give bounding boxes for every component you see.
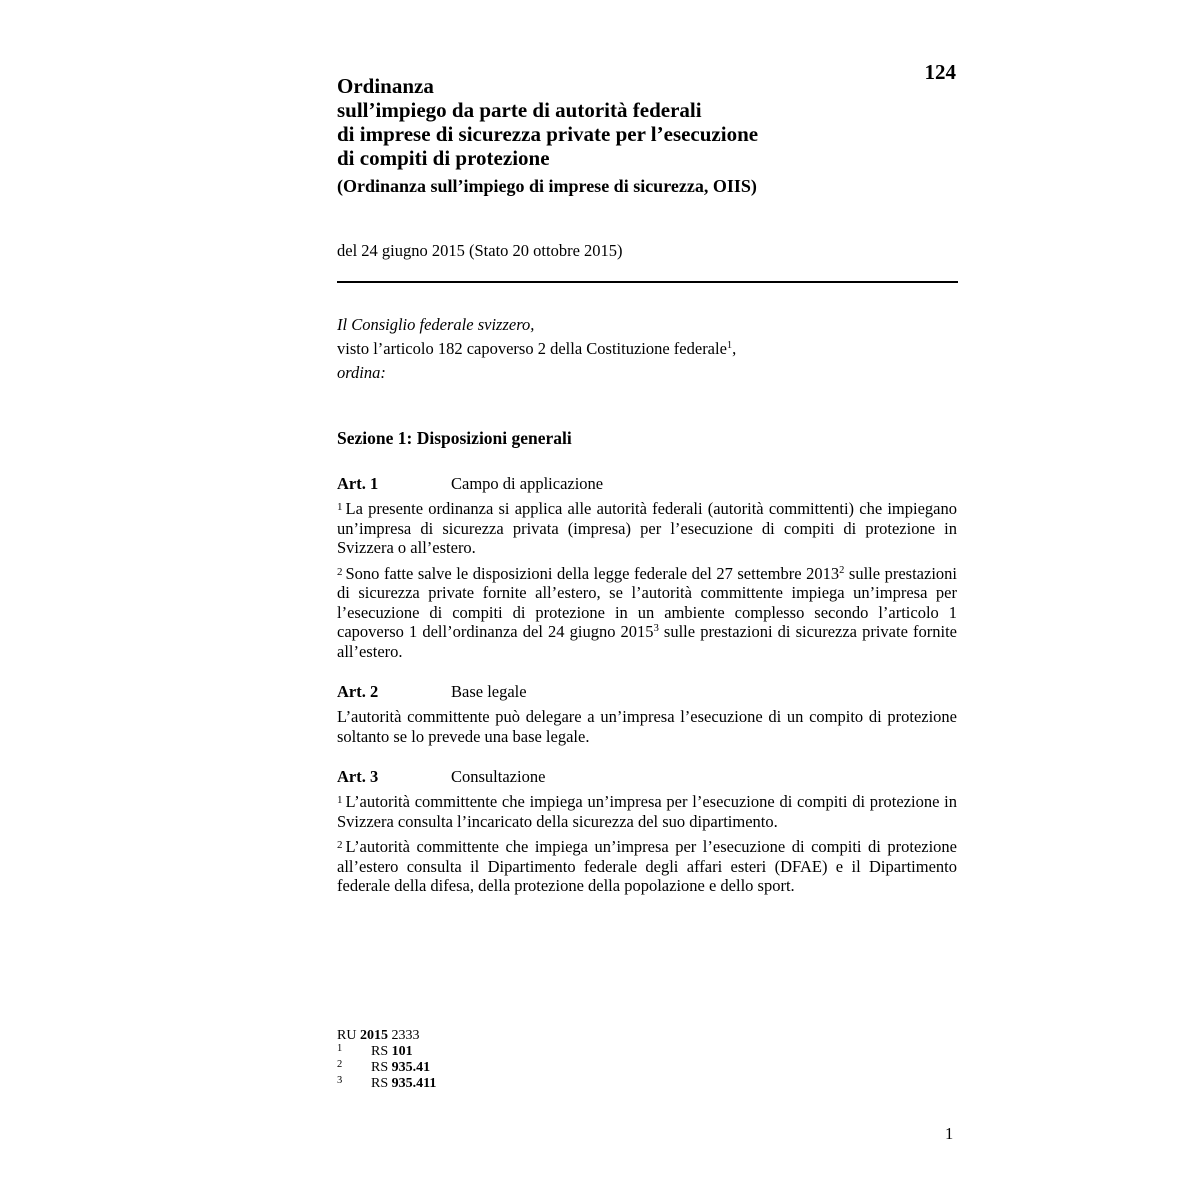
title-line: Ordinanza [337,74,434,98]
paragraph-text: La presente ordinanza si applica alle autorità federali (autorità committenti) che impiegano un’impresa di sicurezza privata (impresa) per l’esecuzione di compiti di protezione in Svizzera o all’estero. [337,499,957,557]
body-block [337,427,957,917]
paragraph-text: sulle prestazioni di sicurezza private fornite all’estero, se l’autorità committente impiega un’impresa per l’esecuzione di compiti di protezione in un ambiente complesso secondo l’articolo 1 capoverso 1 dell’ordinanza del 24 giugno 2015 [337,563,957,641]
footnote [337,1060,957,1076]
title-line: di compiti di protezione [337,146,550,170]
paragraph-number: 1 [337,501,343,513]
paragraph-number: 2 [337,839,343,851]
paragraph-text: Sono fatte salve le disposizioni della legge federale del 27 settembre 2013 [345,563,840,583]
paragraph-text: L’autorità committente può delegare a un’impresa l’esecuzione di un compito di protezione soltanto se lo prevede una base legale. [337,707,957,746]
paragraph-text: L’autorità committente che impiega un’impresa per l’esecuzione di compiti di protezione in Svizzera consulta l’incaricato della sicurezza del suo dipartimento. [337,792,957,831]
footnote-text [371,1044,413,1060]
paragraph-text: sulle prestazioni di sicurezza private fornite all’estero. [337,622,957,661]
footnote-ref-number: 935.41 [391,1060,431,1075]
article-heading: Campo di applicazione [451,474,604,493]
article-paragraph [337,837,957,896]
footnote [337,1076,957,1092]
footnote-prefix: RS [371,1044,389,1059]
paragraph-number: 2 [337,565,343,578]
paragraph-text: L’autorità committente che impiega un’impresa per l’esecuzione di compiti di protezione all’estero consulta il Dipartimento federale degli affari esteri (DFAE) e il Dipartimento federale della difesa, della protezione della popolazione e dello sport. [337,837,957,895]
ru-year: 2015 [359,1028,388,1043]
footnote-text [371,1076,436,1092]
preamble-basis [337,337,957,361]
title-block [337,74,957,197]
article-paragraph [337,499,957,558]
footnote-ref-number: 935.411 [391,1076,437,1091]
footnote-ref: 1 [726,340,733,351]
ru-page: 2333 [391,1028,420,1043]
header-divider [337,281,958,283]
article-1 [337,474,957,661]
official-compilation-ref [337,1027,957,1044]
preamble [337,313,957,385]
footnote-ref: 2 [839,564,845,576]
footnote-text [371,1060,430,1076]
sr-number: 124 [924,60,956,84]
article-heading: Consultazione [451,767,546,786]
footnotes [337,1027,957,1092]
article-number: Art. 1 [337,474,379,493]
short-title: (Ordinanza sull’impiego di imprese di sicurezza, OIIS) [337,176,757,196]
footnote-prefix: RS [371,1076,389,1091]
title-line: sull’impiego da parte di autorità federali [337,98,702,122]
article-header [337,474,957,494]
section-title: Sezione 1: Disposizioni generali [337,428,572,448]
preamble-basis-suffix: , [732,339,737,358]
article-header [337,682,957,702]
footnote-ref: 3 [653,623,659,634]
article-number: Art. 3 [337,767,379,786]
footnote-prefix: RS [371,1060,389,1075]
preamble-basis-text: visto l’articolo 182 capoverso 2 della Costituzione federale [337,339,727,358]
article-2 [337,682,957,746]
article-paragraph [337,707,957,746]
footnote-ref-number: 101 [391,1044,413,1059]
footnote-number: 1 [337,1043,343,1054]
article-number: Art. 2 [337,682,379,701]
article-heading: Base legale [451,682,527,701]
date-line: del 24 giugno 2015 (Stato 20 ottobre 2015) [337,241,623,260]
paragraph-number: 1 [337,794,343,806]
article-header [337,767,957,787]
article-paragraph [337,564,957,662]
page-number: 1 [945,1124,954,1143]
preamble-authority: Il Consiglio federale svizzero, [337,315,535,334]
footnote [337,1044,957,1060]
footnote-number: 2 [337,1059,343,1070]
footnote-number: 3 [337,1075,343,1086]
article-paragraph [337,792,957,831]
article-3 [337,767,957,896]
title-line: di imprese di sicurezza private per l’esecuzione [337,122,759,146]
ru-prefix: RU [337,1028,357,1043]
preamble-decree: ordina: [337,363,386,382]
